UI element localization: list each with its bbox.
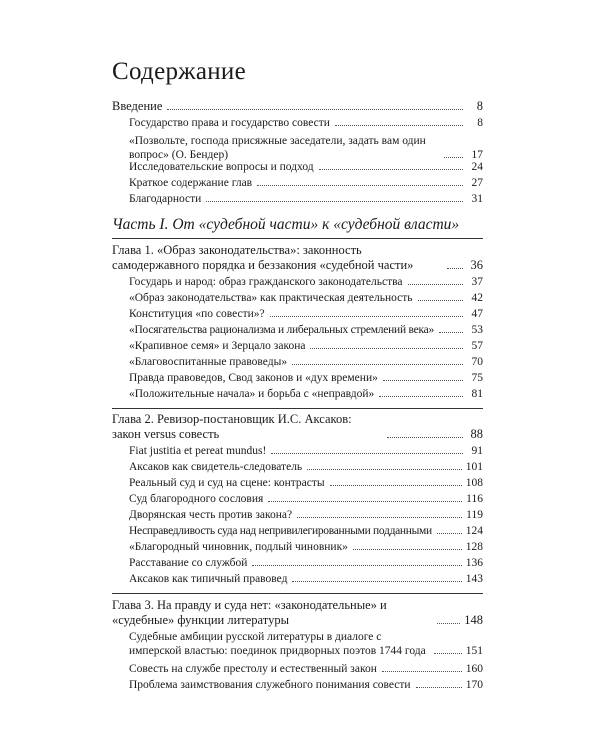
toc-entry-label: Дворянская честь против закона? <box>129 509 293 521</box>
toc-page-number: 27 <box>471 177 483 189</box>
leader-dots <box>167 109 463 110</box>
toc-page-number: 101 <box>465 461 483 473</box>
toc-page-number: 119 <box>466 509 483 521</box>
leader-dots <box>307 469 462 470</box>
toc-entry-label: Исследовательские вопросы и подход <box>129 161 314 173</box>
leader-dots <box>257 185 463 186</box>
toc-entry-label: Аксаков как свидетель-следователь <box>129 461 303 473</box>
leader-dots <box>444 157 463 158</box>
toc-page-number: 91 <box>471 445 483 457</box>
toc-entry-label: Судебные амбиции русской литературы в диалоге с имперской властью: поединок придворных поэтов 1744 года <box>129 631 426 657</box>
toc-page-number: 8 <box>477 117 483 129</box>
chapter-divider <box>112 238 483 239</box>
toc-entry-label: Аксаков как типичный правовед <box>129 573 288 585</box>
leader-dots <box>330 485 462 486</box>
toc-page-number: 47 <box>471 308 483 320</box>
toc-subentry[interactable] <box>129 307 483 321</box>
toc-subentry[interactable] <box>129 524 483 538</box>
toc-subentry[interactable] <box>129 492 483 506</box>
toc-subentry[interactable] <box>129 192 483 206</box>
toc-page-number: 108 <box>465 477 483 489</box>
page-title: Содержание <box>112 58 246 85</box>
toc-page-number: 75 <box>471 372 483 384</box>
toc-subentry[interactable] <box>129 678 483 692</box>
leader-dots <box>382 671 462 672</box>
toc-page-number: 42 <box>471 292 483 304</box>
leader-dots <box>418 300 463 301</box>
toc-page-number: 70 <box>471 356 483 368</box>
toc-page-number: 36 <box>470 258 483 272</box>
toc-entry-label: Благодарности <box>129 193 202 205</box>
toc-subentry[interactable] <box>129 323 483 337</box>
part-heading: Часть I. От «судебной части» к «судебной власти» <box>112 216 460 233</box>
toc-entry-label: Суд благородного сословия <box>129 493 264 505</box>
chapter-divider <box>112 593 483 594</box>
toc-page-number: 81 <box>471 388 483 400</box>
toc-entry-label: Расставание со службой <box>129 557 248 569</box>
toc-subentry[interactable] <box>129 460 483 474</box>
toc-entry-label: Несправедливость суда над непривилегированными подданными <box>129 525 432 537</box>
leader-dots <box>437 623 460 624</box>
toc-entry-label: Проблема заимствования служебного понимания совести <box>129 679 411 691</box>
leader-dots <box>319 169 463 170</box>
toc-subentry[interactable] <box>129 540 483 554</box>
toc-page-number: 53 <box>471 324 483 336</box>
toc-subentry[interactable] <box>129 630 483 658</box>
toc-entry-label: Глава 2. Ревизор-постановщик И.С. Аксаков: закон versus совесть <box>112 412 352 441</box>
toc-entry-label: Государство права и государство совести <box>129 117 330 129</box>
toc-page-number: 8 <box>476 99 483 113</box>
leader-dots <box>310 348 463 349</box>
leader-dots <box>379 396 463 397</box>
toc-subentry[interactable] <box>129 355 483 369</box>
toc-entry-label: «Положительные начала» и борьба с «неправдой» <box>129 388 375 400</box>
leader-dots <box>383 380 463 381</box>
toc-entry-label: «Образ законодательства» как практическая деятельность <box>129 292 413 304</box>
toc-subentry[interactable] <box>129 275 483 289</box>
toc-page-number: 136 <box>465 557 483 569</box>
toc-entry-label: «Позвольте, господа присяжные заседатели, задать вам один вопрос» (О. Бендер) <box>129 135 426 161</box>
toc-page-number: 31 <box>471 193 483 205</box>
toc-subentry[interactable] <box>129 160 483 174</box>
leader-dots <box>437 533 462 534</box>
toc-subentry[interactable] <box>129 662 483 676</box>
toc-page-number: 160 <box>465 663 483 675</box>
leader-dots <box>297 517 462 518</box>
leader-dots <box>206 201 463 202</box>
toc-entry-label: «Благовоспитанные правоведы» <box>129 356 288 368</box>
toc-subentry[interactable] <box>129 291 483 305</box>
toc-entry-label: «Крапивное семя» и Зерцало закона <box>129 340 306 352</box>
toc-subentry[interactable] <box>129 508 483 522</box>
leader-dots <box>408 284 463 285</box>
leader-dots <box>292 581 461 582</box>
leader-dots <box>447 268 463 269</box>
leader-dots <box>434 653 462 654</box>
toc-entry-label: Государь и народ: образ гражданского законодательства <box>129 276 403 288</box>
toc-page-number: 151 <box>465 645 483 657</box>
toc-entry-label: Введение <box>112 99 163 113</box>
leader-dots <box>271 453 463 454</box>
toc-subentry[interactable] <box>129 476 483 490</box>
toc-subentry[interactable] <box>129 387 483 401</box>
toc-page-number: 170 <box>465 679 483 691</box>
toc-subentry[interactable] <box>129 556 483 570</box>
toc-page-number: 37 <box>471 276 483 288</box>
leader-dots <box>335 125 463 126</box>
toc-subentry[interactable] <box>129 371 483 385</box>
leader-dots <box>292 364 463 365</box>
toc-subentry[interactable] <box>129 176 483 190</box>
leader-dots <box>387 437 463 438</box>
toc-page-number: 124 <box>465 525 483 537</box>
leader-dots <box>439 332 463 333</box>
leader-dots <box>252 565 461 566</box>
toc-entry-label: Глава 1. «Образ законодательства»: законность самодержавного порядка и беззакония «судебной части» <box>112 243 414 272</box>
toc-entry-label: Конституция «по совести»? <box>129 308 265 320</box>
toc-page-number: 116 <box>466 493 483 505</box>
toc-entry-label: Реальный суд и суд на сцене: контрасты <box>129 477 325 489</box>
toc-subentry[interactable] <box>129 116 483 130</box>
leader-dots <box>416 687 462 688</box>
toc-entry-label: «Посягательства рационализма и либеральных стремлений века» <box>129 324 434 336</box>
toc-entry-label: «Благородный чиновник, подлый чиновник» <box>129 541 348 553</box>
toc-entry-label: Глава 3. На правду и суда нет: «законодательные» и «судебные» функции литературы <box>112 598 387 627</box>
toc-page-number: 17 <box>471 149 483 161</box>
toc-page-number: 88 <box>470 427 483 441</box>
leader-dots <box>268 501 462 502</box>
toc-chapter-1[interactable] <box>112 243 483 273</box>
toc-entry-label: Правда правоведов, Свод законов и «дух времени» <box>129 372 378 384</box>
toc-entry-label: Совесть на службе престолу и естественный закон <box>129 663 377 675</box>
toc-entry-label: Краткое содержание глав <box>129 177 253 189</box>
toc-subentry[interactable] <box>129 444 483 458</box>
toc-page-number: 57 <box>471 340 483 352</box>
toc-chapter-3[interactable] <box>112 598 483 628</box>
toc-page-number: 128 <box>465 541 483 553</box>
leader-dots <box>353 549 462 550</box>
toc-page-number: 24 <box>471 161 483 173</box>
toc-entry-intro[interactable] <box>112 99 483 114</box>
toc-page-number: 148 <box>464 613 483 627</box>
toc-entry-label: Fiat justitia et pereat mundus! <box>129 445 267 457</box>
toc-page-number: 143 <box>465 573 483 585</box>
leader-dots <box>270 316 463 317</box>
toc-subentry[interactable] <box>129 134 483 162</box>
chapter-divider <box>112 408 483 409</box>
toc-chapter-2[interactable] <box>112 412 483 442</box>
toc-subentry[interactable] <box>129 572 483 586</box>
toc-subentry[interactable] <box>129 339 483 353</box>
